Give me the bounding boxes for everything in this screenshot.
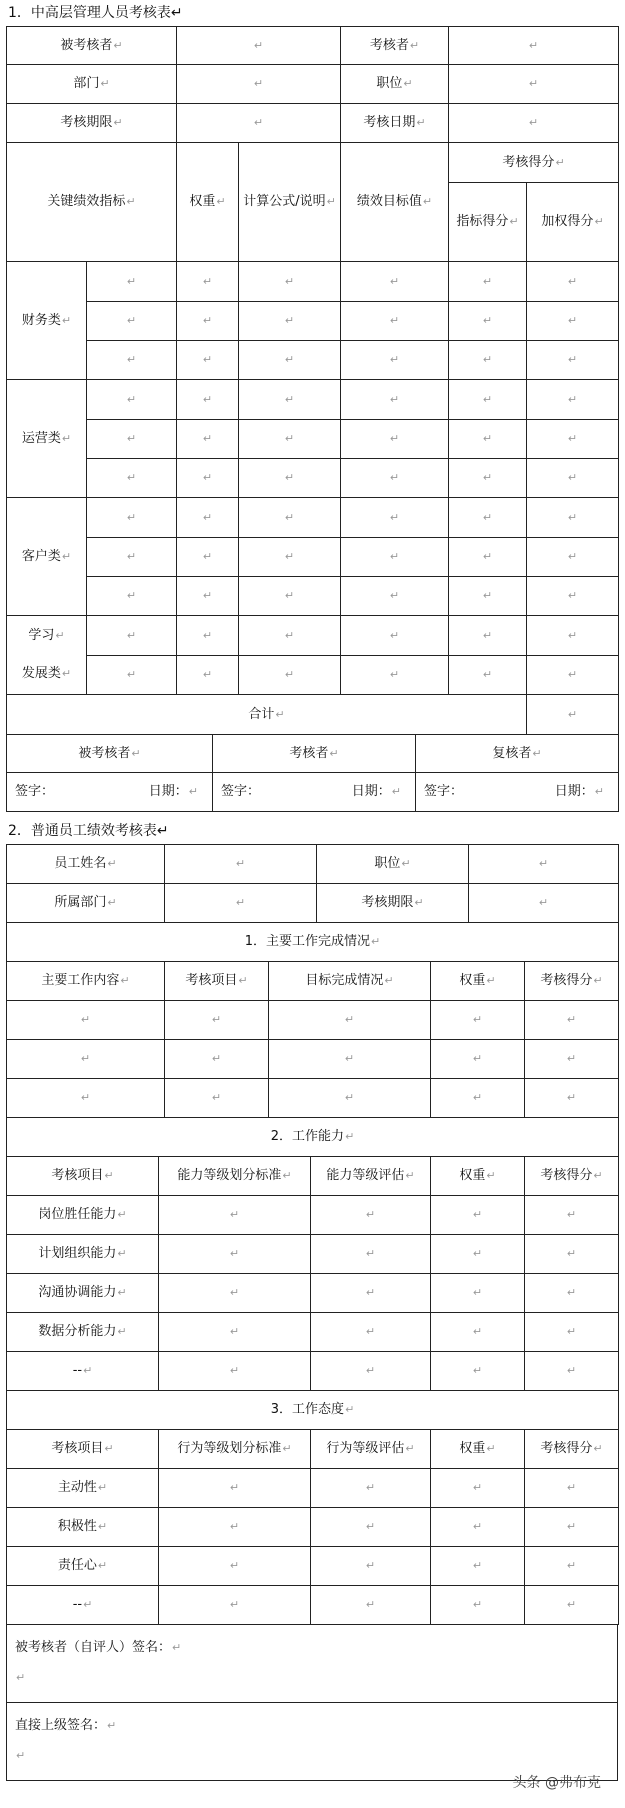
info-value: ↵ bbox=[177, 27, 341, 65]
info-label: 员工姓名↵ bbox=[7, 845, 165, 884]
header-cell: 考核项目↵ bbox=[7, 1430, 159, 1469]
info-label: 职位↵ bbox=[317, 845, 469, 884]
table-cell: ↵ bbox=[431, 1274, 525, 1313]
table-cell: ↵ bbox=[7, 1079, 165, 1118]
kpi-cell: ↵ bbox=[87, 302, 177, 341]
total-row bbox=[7, 695, 619, 735]
kpi-row bbox=[7, 302, 619, 341]
sign-date-row bbox=[7, 773, 619, 812]
table-cell: ↵ bbox=[7, 1001, 165, 1040]
indicator-score-cell: ↵ bbox=[449, 420, 527, 459]
self-sign-cell: 被考核者（自评人）签名：↵ ↵ bbox=[7, 1625, 618, 1703]
item-label: 岗位胜任能力↵ bbox=[7, 1196, 159, 1235]
kpi-row bbox=[7, 577, 619, 616]
header-row bbox=[7, 962, 619, 1001]
supervisor-sign-row bbox=[7, 1703, 618, 1781]
table-cell: ↵ bbox=[525, 1508, 619, 1547]
header-cell: 考核项目↵ bbox=[165, 962, 269, 1001]
table-cell: ↵ bbox=[431, 1196, 525, 1235]
target-cell: ↵ bbox=[341, 577, 449, 616]
table-cell: ↵ bbox=[431, 1469, 525, 1508]
kpi-row bbox=[7, 498, 619, 538]
weighted-score-cell: ↵ bbox=[527, 459, 619, 498]
info-label: 职位↵ bbox=[341, 65, 449, 104]
formula-cell: ↵ bbox=[239, 577, 341, 616]
indicator-score-cell: ↵ bbox=[449, 302, 527, 341]
table-cell: ↵ bbox=[269, 1040, 431, 1079]
kpi-cell: ↵ bbox=[87, 656, 177, 695]
total-label: 合计↵ bbox=[7, 695, 527, 735]
target-cell: ↵ bbox=[341, 302, 449, 341]
target-cell: ↵ bbox=[341, 420, 449, 459]
table-cell: ↵ bbox=[311, 1274, 431, 1313]
weight-cell: ↵ bbox=[177, 538, 239, 577]
weight-cell: ↵ bbox=[177, 380, 239, 420]
weight-cell: ↵ bbox=[177, 302, 239, 341]
table-cell: ↵ bbox=[311, 1469, 431, 1508]
info-value: ↵ bbox=[177, 104, 341, 143]
table-cell: ↵ bbox=[159, 1235, 311, 1274]
header-cell: 权重↵ bbox=[431, 1157, 525, 1196]
formula-cell: ↵ bbox=[239, 498, 341, 538]
info-row bbox=[7, 27, 619, 65]
info-row bbox=[7, 65, 619, 104]
table-row bbox=[7, 1040, 619, 1079]
header-formula: 计算公式/说明↵ bbox=[239, 143, 341, 262]
info-row bbox=[7, 104, 619, 143]
table-cell: ↵ bbox=[431, 1547, 525, 1586]
kpi-row bbox=[7, 380, 619, 420]
table-cell: ↵ bbox=[311, 1196, 431, 1235]
formula-cell: ↵ bbox=[239, 380, 341, 420]
table-cell: ↵ bbox=[525, 1079, 619, 1118]
formula-cell: ↵ bbox=[239, 459, 341, 498]
target-cell: ↵ bbox=[341, 538, 449, 577]
header-kpi: 关键绩效指标↵ bbox=[7, 143, 177, 262]
info-value: ↵ bbox=[469, 845, 619, 884]
weight-cell: ↵ bbox=[177, 459, 239, 498]
work-ability-table bbox=[6, 1117, 619, 1391]
target-cell: ↵ bbox=[341, 262, 449, 302]
kpi-cell: ↵ bbox=[87, 341, 177, 380]
item-label: 积极性↵ bbox=[7, 1508, 159, 1547]
staff-signature-table bbox=[6, 1624, 618, 1781]
weight-cell: ↵ bbox=[177, 577, 239, 616]
formula-cell: ↵ bbox=[239, 262, 341, 302]
table-cell: ↵ bbox=[311, 1352, 431, 1391]
info-label: 被考核者↵ bbox=[7, 27, 177, 65]
header-row bbox=[7, 143, 619, 183]
table-row bbox=[7, 1235, 619, 1274]
header-weight: 权重↵ bbox=[177, 143, 239, 262]
table-cell: ↵ bbox=[311, 1586, 431, 1625]
table-cell: ↵ bbox=[159, 1196, 311, 1235]
table-cell: ↵ bbox=[431, 1586, 525, 1625]
table-row bbox=[7, 1586, 619, 1625]
work-attitude-table bbox=[6, 1390, 619, 1625]
signer-row bbox=[7, 735, 619, 773]
table-cell: ↵ bbox=[159, 1586, 311, 1625]
table-cell: ↵ bbox=[525, 1586, 619, 1625]
header-score-group: 考核得分↵ bbox=[449, 143, 619, 183]
table-cell: ↵ bbox=[311, 1508, 431, 1547]
table-cell: ↵ bbox=[431, 1235, 525, 1274]
category-customer: 客户类↵ bbox=[7, 498, 87, 616]
weighted-score-cell: ↵ bbox=[527, 498, 619, 538]
info-value: ↵ bbox=[449, 104, 619, 143]
table-row bbox=[7, 1352, 619, 1391]
kpi-cell: ↵ bbox=[87, 498, 177, 538]
table-cell: ↵ bbox=[311, 1313, 431, 1352]
item-label: 主动性↵ bbox=[7, 1469, 159, 1508]
header-cell: 目标完成情况↵ bbox=[269, 962, 431, 1001]
part1-title: 1．主要工作完成情况↵ bbox=[7, 923, 619, 962]
info-row bbox=[7, 884, 619, 923]
sign-date-cell: 签字： 日期：↵ bbox=[213, 773, 416, 812]
kpi-cell: ↵ bbox=[87, 616, 177, 656]
table-cell: ↵ bbox=[165, 1040, 269, 1079]
kpi-row bbox=[7, 656, 619, 695]
header-cell: 主要工作内容↵ bbox=[7, 962, 165, 1001]
table-cell: ↵ bbox=[431, 1352, 525, 1391]
target-cell: ↵ bbox=[341, 459, 449, 498]
table-row bbox=[7, 1079, 619, 1118]
table-cell: ↵ bbox=[159, 1352, 311, 1391]
info-value: ↵ bbox=[165, 884, 317, 923]
item-label: 沟通协调能力↵ bbox=[7, 1274, 159, 1313]
weighted-score-cell: ↵ bbox=[527, 616, 619, 656]
table-cell: ↵ bbox=[311, 1235, 431, 1274]
part-title-row bbox=[7, 1118, 619, 1157]
weight-cell: ↵ bbox=[177, 498, 239, 538]
indicator-score-cell: ↵ bbox=[449, 380, 527, 420]
table-cell: ↵ bbox=[525, 1274, 619, 1313]
header-cell: 考核得分↵ bbox=[525, 1430, 619, 1469]
weighted-score-cell: ↵ bbox=[527, 302, 619, 341]
weight-cell: ↵ bbox=[177, 341, 239, 380]
header-target: 绩效目标值↵ bbox=[341, 143, 449, 262]
sign-date-cell: 签字： 日期：↵ bbox=[7, 773, 213, 812]
kpi-row bbox=[7, 538, 619, 577]
weighted-score-cell: ↵ bbox=[527, 538, 619, 577]
formula-cell: ↵ bbox=[239, 616, 341, 656]
weight-cell: ↵ bbox=[177, 262, 239, 302]
watermark: 头条 @弗布克 bbox=[512, 1775, 601, 1791]
category-learning: 学习↵ 发展类↵ bbox=[7, 616, 87, 695]
manager-appraisal-table bbox=[6, 26, 619, 735]
table-row bbox=[7, 1001, 619, 1040]
kpi-row bbox=[7, 616, 619, 656]
table-cell: ↵ bbox=[159, 1469, 311, 1508]
category-operations: 运营类↵ bbox=[7, 380, 87, 498]
kpi-cell: ↵ bbox=[87, 538, 177, 577]
info-value: ↵ bbox=[449, 65, 619, 104]
formula-cell: ↵ bbox=[239, 420, 341, 459]
signer-reviewer: 复核者↵ bbox=[416, 735, 619, 773]
self-sign-row bbox=[7, 1625, 618, 1703]
info-label: 部门↵ bbox=[7, 65, 177, 104]
weight-cell: ↵ bbox=[177, 656, 239, 695]
table-cell: ↵ bbox=[7, 1040, 165, 1079]
part-title-row bbox=[7, 1391, 619, 1430]
table-cell: ↵ bbox=[525, 1040, 619, 1079]
kpi-cell: ↵ bbox=[87, 577, 177, 616]
table-row bbox=[7, 1547, 619, 1586]
target-cell: ↵ bbox=[341, 380, 449, 420]
info-value: ↵ bbox=[177, 65, 341, 104]
kpi-cell: ↵ bbox=[87, 380, 177, 420]
target-cell: ↵ bbox=[341, 616, 449, 656]
info-value: ↵ bbox=[165, 845, 317, 884]
formula-cell: ↵ bbox=[239, 656, 341, 695]
item-label: --↵ bbox=[7, 1352, 159, 1391]
header-cell: 考核得分↵ bbox=[525, 962, 619, 1001]
header-cell: 考核项目↵ bbox=[7, 1157, 159, 1196]
section2-title: 2．普通员工绩效考核表↵ bbox=[8, 823, 169, 839]
table-cell: ↵ bbox=[525, 1235, 619, 1274]
weighted-score-cell: ↵ bbox=[527, 656, 619, 695]
table-row bbox=[7, 1274, 619, 1313]
header-cell: 考核得分↵ bbox=[525, 1157, 619, 1196]
table-row bbox=[7, 1196, 619, 1235]
formula-cell: ↵ bbox=[239, 538, 341, 577]
target-cell: ↵ bbox=[341, 498, 449, 538]
header-cell: 行为等级评估↵ bbox=[311, 1430, 431, 1469]
table-cell: ↵ bbox=[311, 1547, 431, 1586]
info-value: ↵ bbox=[469, 884, 619, 923]
kpi-row bbox=[7, 420, 619, 459]
manager-signature-table bbox=[6, 734, 619, 812]
indicator-score-cell: ↵ bbox=[449, 262, 527, 302]
formula-cell: ↵ bbox=[239, 341, 341, 380]
part2-title: 2．工作能力↵ bbox=[7, 1118, 619, 1157]
weighted-score-cell: ↵ bbox=[527, 420, 619, 459]
indicator-score-cell: ↵ bbox=[449, 538, 527, 577]
indicator-score-cell: ↵ bbox=[449, 616, 527, 656]
table-cell: ↵ bbox=[525, 1196, 619, 1235]
target-cell: ↵ bbox=[341, 656, 449, 695]
header-indicator-score: 指标得分↵ bbox=[449, 183, 527, 262]
info-label: 考核者↵ bbox=[341, 27, 449, 65]
kpi-cell: ↵ bbox=[87, 459, 177, 498]
table-cell: ↵ bbox=[165, 1001, 269, 1040]
section1-title: 1．中高层管理人员考核表↵ bbox=[8, 5, 183, 21]
supervisor-sign-cell: 直接上级签名：↵ ↵ bbox=[7, 1703, 618, 1781]
table-cell: ↵ bbox=[525, 1547, 619, 1586]
table-cell: ↵ bbox=[431, 1313, 525, 1352]
part-title-row bbox=[7, 923, 619, 962]
weighted-score-cell: ↵ bbox=[527, 262, 619, 302]
indicator-score-cell: ↵ bbox=[449, 341, 527, 380]
formula-cell: ↵ bbox=[239, 302, 341, 341]
kpi-cell: ↵ bbox=[87, 420, 177, 459]
header-row bbox=[7, 1157, 619, 1196]
weighted-score-cell: ↵ bbox=[527, 577, 619, 616]
table-cell: ↵ bbox=[159, 1274, 311, 1313]
header-cell: 权重↵ bbox=[431, 962, 525, 1001]
table-cell: ↵ bbox=[269, 1001, 431, 1040]
item-label: 数据分析能力↵ bbox=[7, 1313, 159, 1352]
table-cell: ↵ bbox=[269, 1079, 431, 1118]
table-row bbox=[7, 1313, 619, 1352]
info-value: ↵ bbox=[449, 27, 619, 65]
weight-cell: ↵ bbox=[177, 420, 239, 459]
kpi-row bbox=[7, 459, 619, 498]
weight-cell: ↵ bbox=[177, 616, 239, 656]
info-label: 考核日期↵ bbox=[341, 104, 449, 143]
table-row bbox=[7, 1469, 619, 1508]
weighted-score-cell: ↵ bbox=[527, 380, 619, 420]
signer-appraisee: 被考核者↵ bbox=[7, 735, 213, 773]
info-row bbox=[7, 845, 619, 884]
table-cell: ↵ bbox=[159, 1547, 311, 1586]
table-cell: ↵ bbox=[431, 1040, 525, 1079]
category-finance: 财务类↵ bbox=[7, 262, 87, 380]
table-cell: ↵ bbox=[165, 1079, 269, 1118]
sign-date-cell: 签字： 日期：↵ bbox=[416, 773, 619, 812]
kpi-row bbox=[7, 262, 619, 302]
header-row bbox=[7, 1430, 619, 1469]
item-label: 责任心↵ bbox=[7, 1547, 159, 1586]
part3-title: 3．工作态度↵ bbox=[7, 1391, 619, 1430]
staff-appraisal-table bbox=[6, 844, 619, 923]
table-cell: ↵ bbox=[431, 1079, 525, 1118]
indicator-score-cell: ↵ bbox=[449, 577, 527, 616]
table-cell: ↵ bbox=[159, 1313, 311, 1352]
table-cell: ↵ bbox=[431, 1001, 525, 1040]
table-cell: ↵ bbox=[431, 1508, 525, 1547]
indicator-score-cell: ↵ bbox=[449, 656, 527, 695]
info-label: 考核期限↵ bbox=[7, 104, 177, 143]
info-label: 所属部门↵ bbox=[7, 884, 165, 923]
signer-appraiser: 考核者↵ bbox=[213, 735, 416, 773]
total-value: ↵ bbox=[527, 695, 619, 735]
item-label: 计划组织能力↵ bbox=[7, 1235, 159, 1274]
kpi-row bbox=[7, 341, 619, 380]
item-label: --↵ bbox=[7, 1586, 159, 1625]
header-cell: 权重↵ bbox=[431, 1430, 525, 1469]
kpi-cell: ↵ bbox=[87, 262, 177, 302]
table-cell: ↵ bbox=[525, 1352, 619, 1391]
header-weighted-score: 加权得分↵ bbox=[527, 183, 619, 262]
table-cell: ↵ bbox=[159, 1508, 311, 1547]
weighted-score-cell: ↵ bbox=[527, 341, 619, 380]
header-cell: 能力等级评估↵ bbox=[311, 1157, 431, 1196]
target-cell: ↵ bbox=[341, 341, 449, 380]
table-row bbox=[7, 1508, 619, 1547]
indicator-score-cell: ↵ bbox=[449, 498, 527, 538]
table-cell: ↵ bbox=[525, 1001, 619, 1040]
header-cell: 能力等级划分标准↵ bbox=[159, 1157, 311, 1196]
work-completion-table bbox=[6, 922, 619, 1118]
info-label: 考核期限↵ bbox=[317, 884, 469, 923]
table-cell: ↵ bbox=[525, 1313, 619, 1352]
indicator-score-cell: ↵ bbox=[449, 459, 527, 498]
header-cell: 行为等级划分标准↵ bbox=[159, 1430, 311, 1469]
table-cell: ↵ bbox=[525, 1469, 619, 1508]
